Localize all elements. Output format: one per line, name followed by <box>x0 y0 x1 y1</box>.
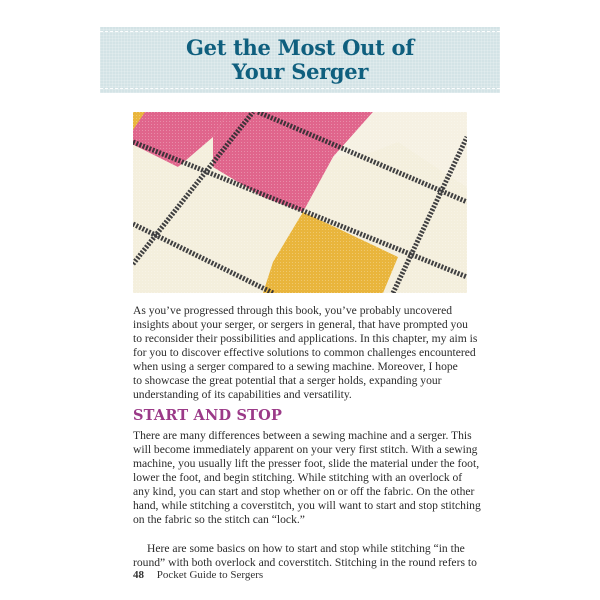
text-line: on the fabric so the stitch can “lock.” <box>133 513 305 526</box>
text-line: for you to discover effective solutions to common challenges encountered <box>133 346 476 359</box>
book-title: Pocket Guide to Sergers <box>156 569 264 581</box>
text-line: lower the foot, and begin stitching. While stitching with an overlock of <box>133 471 463 484</box>
section-heading: START AND STOP <box>133 407 283 424</box>
page-number: 48 <box>133 569 144 581</box>
text-line: will become immediately apparent on your very first stitch. With a sewing <box>133 443 478 456</box>
text-line: any kind, you can start and stop whether on or off the fabric. On the other <box>133 485 475 498</box>
page-footer <box>133 569 263 581</box>
text-line: to showcase the great potential that a serger holds, expanding your <box>133 374 442 387</box>
text-line: insights about your serger, or sergers in general, that have prompted you <box>133 318 468 331</box>
text-line: As you’ve progressed through this book, you’ve probably uncovered <box>133 304 453 317</box>
chapter-title-banner <box>100 27 500 93</box>
text-line: to reconsider their possibilities and applications. In this chapter, my aim is <box>133 332 478 345</box>
banner-stitch-bottom <box>100 88 500 89</box>
chapter-title <box>100 36 500 84</box>
chapter-title-line-1: Get the Most Out of <box>186 35 414 60</box>
text-line: hand, while stitching a coverstitch, you will want to start and stop stitching <box>133 499 481 512</box>
fabric-photo <box>133 112 467 293</box>
section-paragraph-1 <box>133 429 481 527</box>
banner-stitch-top <box>100 31 500 32</box>
text-line: There are many differences between a sewing machine and a serger. This <box>133 429 472 442</box>
chapter-title-line-2: Your Serger <box>231 59 369 84</box>
text-line: round” with both overlock and coverstitch. Stitching in the round refers to <box>133 556 477 569</box>
text-line: when using a serger compared to a sewing machine. Moreover, I hope <box>133 360 458 373</box>
text-line: understanding of its capabilities and versatility. <box>133 388 352 401</box>
text-line: machine, you usually lift the presser foot, slide the material under the foot, <box>133 457 480 470</box>
section-paragraph-2 <box>133 542 477 570</box>
text-line: Here are some basics on how to start and stop while stitching “in the <box>147 542 465 555</box>
intro-paragraph <box>133 304 478 402</box>
